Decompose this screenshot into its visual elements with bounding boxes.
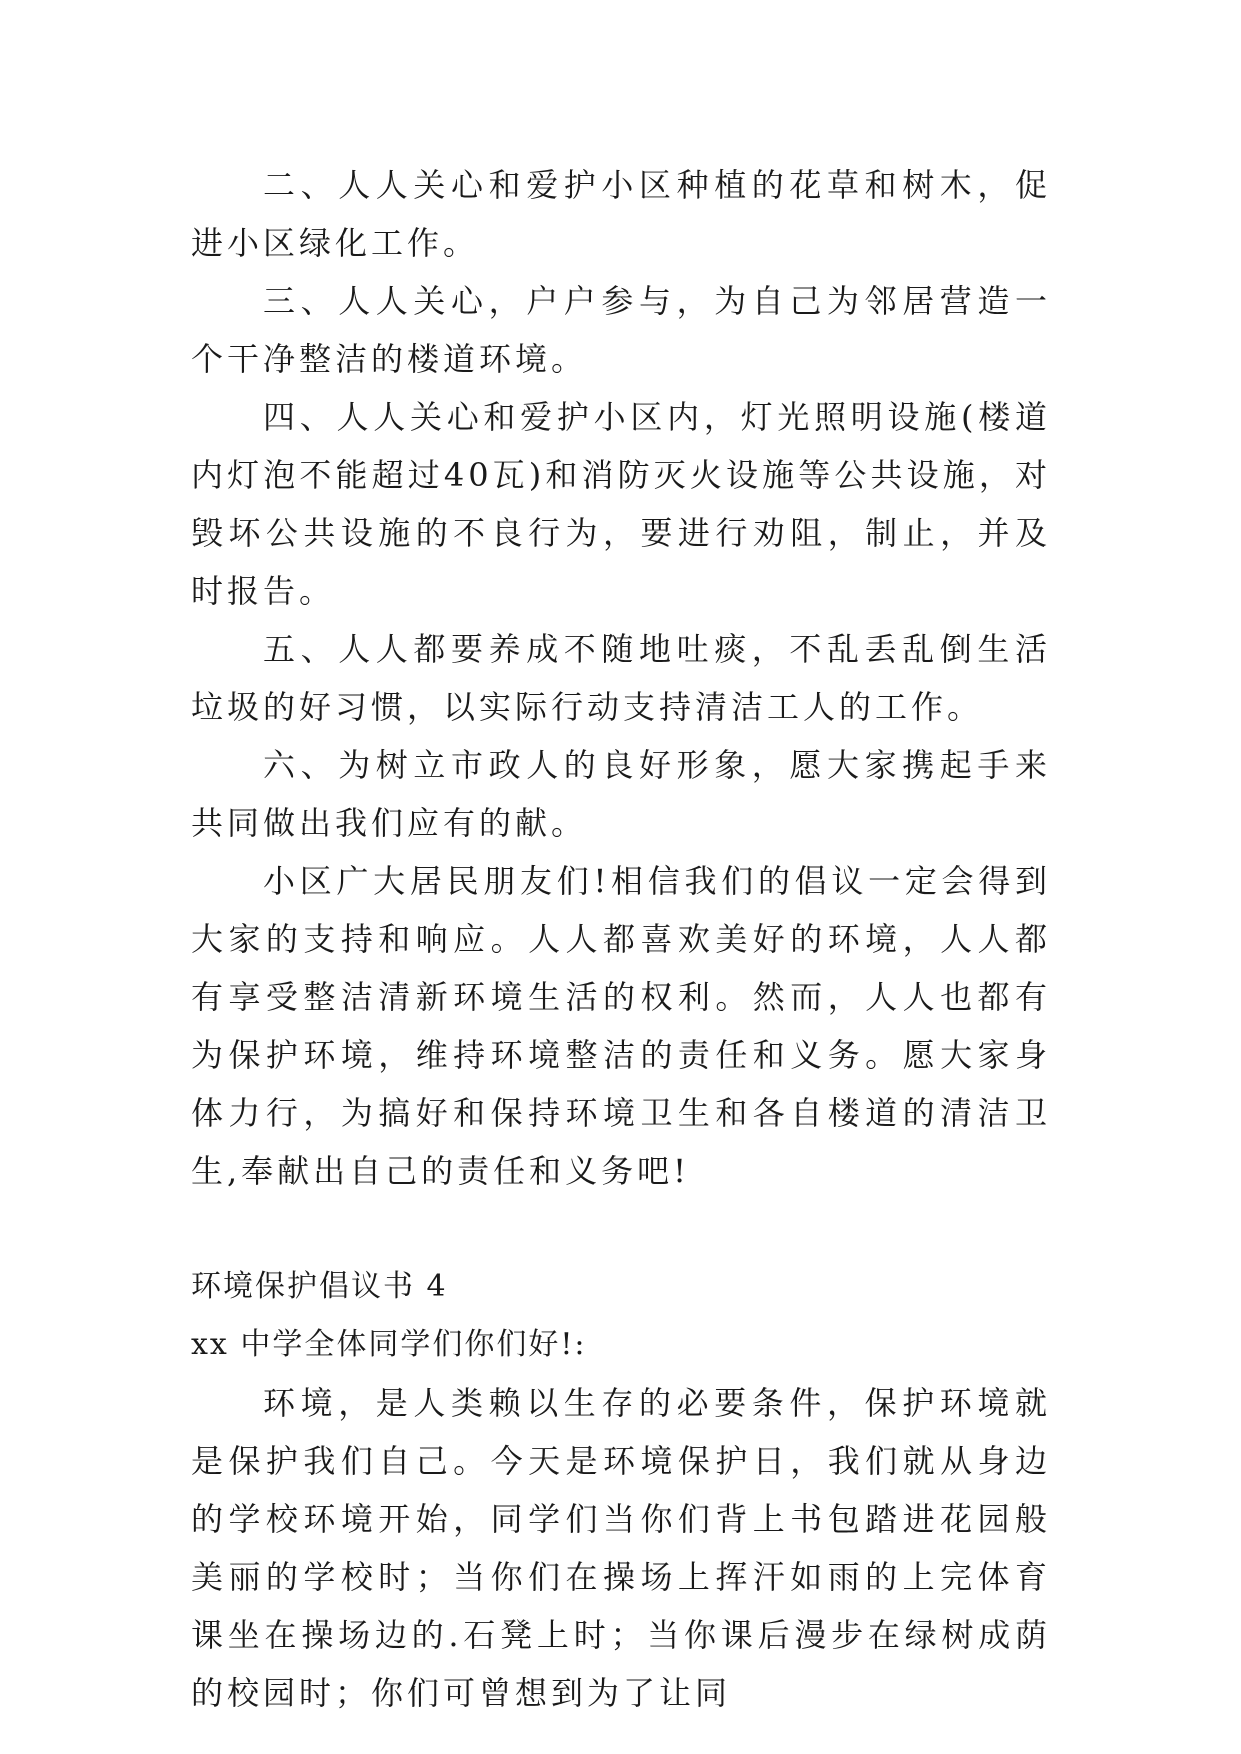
paragraph-item-5: 五、人人都要养成不随地吐痰，不乱丢乱倒生活垃圾的好习惯，以实际行动支持清洁工人的工作。 <box>191 630 1051 726</box>
paragraph-intro: 环境，是人类赖以生存的必要条件，保护环境就是保护我们自己。今天是环境保护日，我们就从身边的学校环境开始，同学们当你们背上书包踏进花园般美丽的学校时；当你们在操场上挥汗如雨的上完体育课坐在操场边的.石凳上时；当你课后漫步在绿树成荫的校园时；你们可曾想到为了让同 <box>191 1384 1051 1712</box>
paragraph-closing: 小区广大居民朋友们!相信我们的倡议一定会得到大家的支持和响应。人人都喜欢美好的环境，人人都有享受整洁清新环境生活的权利。然而，人人也都有为保护环境，维持环境整洁的责任和义务。愿大家身体力行，为搞好和保持环境卫生和各自楼道的清洁卫生,奉献出自己的责任和义务吧! <box>191 862 1051 1190</box>
paragraph-item-3: 三、人人关心，户户参与，为自己为邻居营造一个干净整洁的楼道环境。 <box>191 282 1051 378</box>
paragraph-item-4: 四、人人关心和爱护小区内，灯光照明设施(楼道内灯泡不能超过40瓦)和消防灭火设施等公共设施，对毁坏公共设施的不良行为，要进行劝阻，制止，并及时报告。 <box>191 398 1051 610</box>
section-spacer <box>191 1200 1051 1258</box>
paragraph-item-6: 六、为树立市政人的良好形象，愿大家携起手来共同做出我们应有的献。 <box>191 746 1051 842</box>
section-title: 环境保护倡议书 4 <box>191 1269 448 1304</box>
greeting-line: xx 中学全体同学们你们好!: <box>191 1327 587 1362</box>
document-body <box>191 156 1051 1722</box>
paragraph-item-2: 二、人人关心和爱护小区种植的花草和树木，促进小区绿化工作。 <box>191 166 1051 262</box>
